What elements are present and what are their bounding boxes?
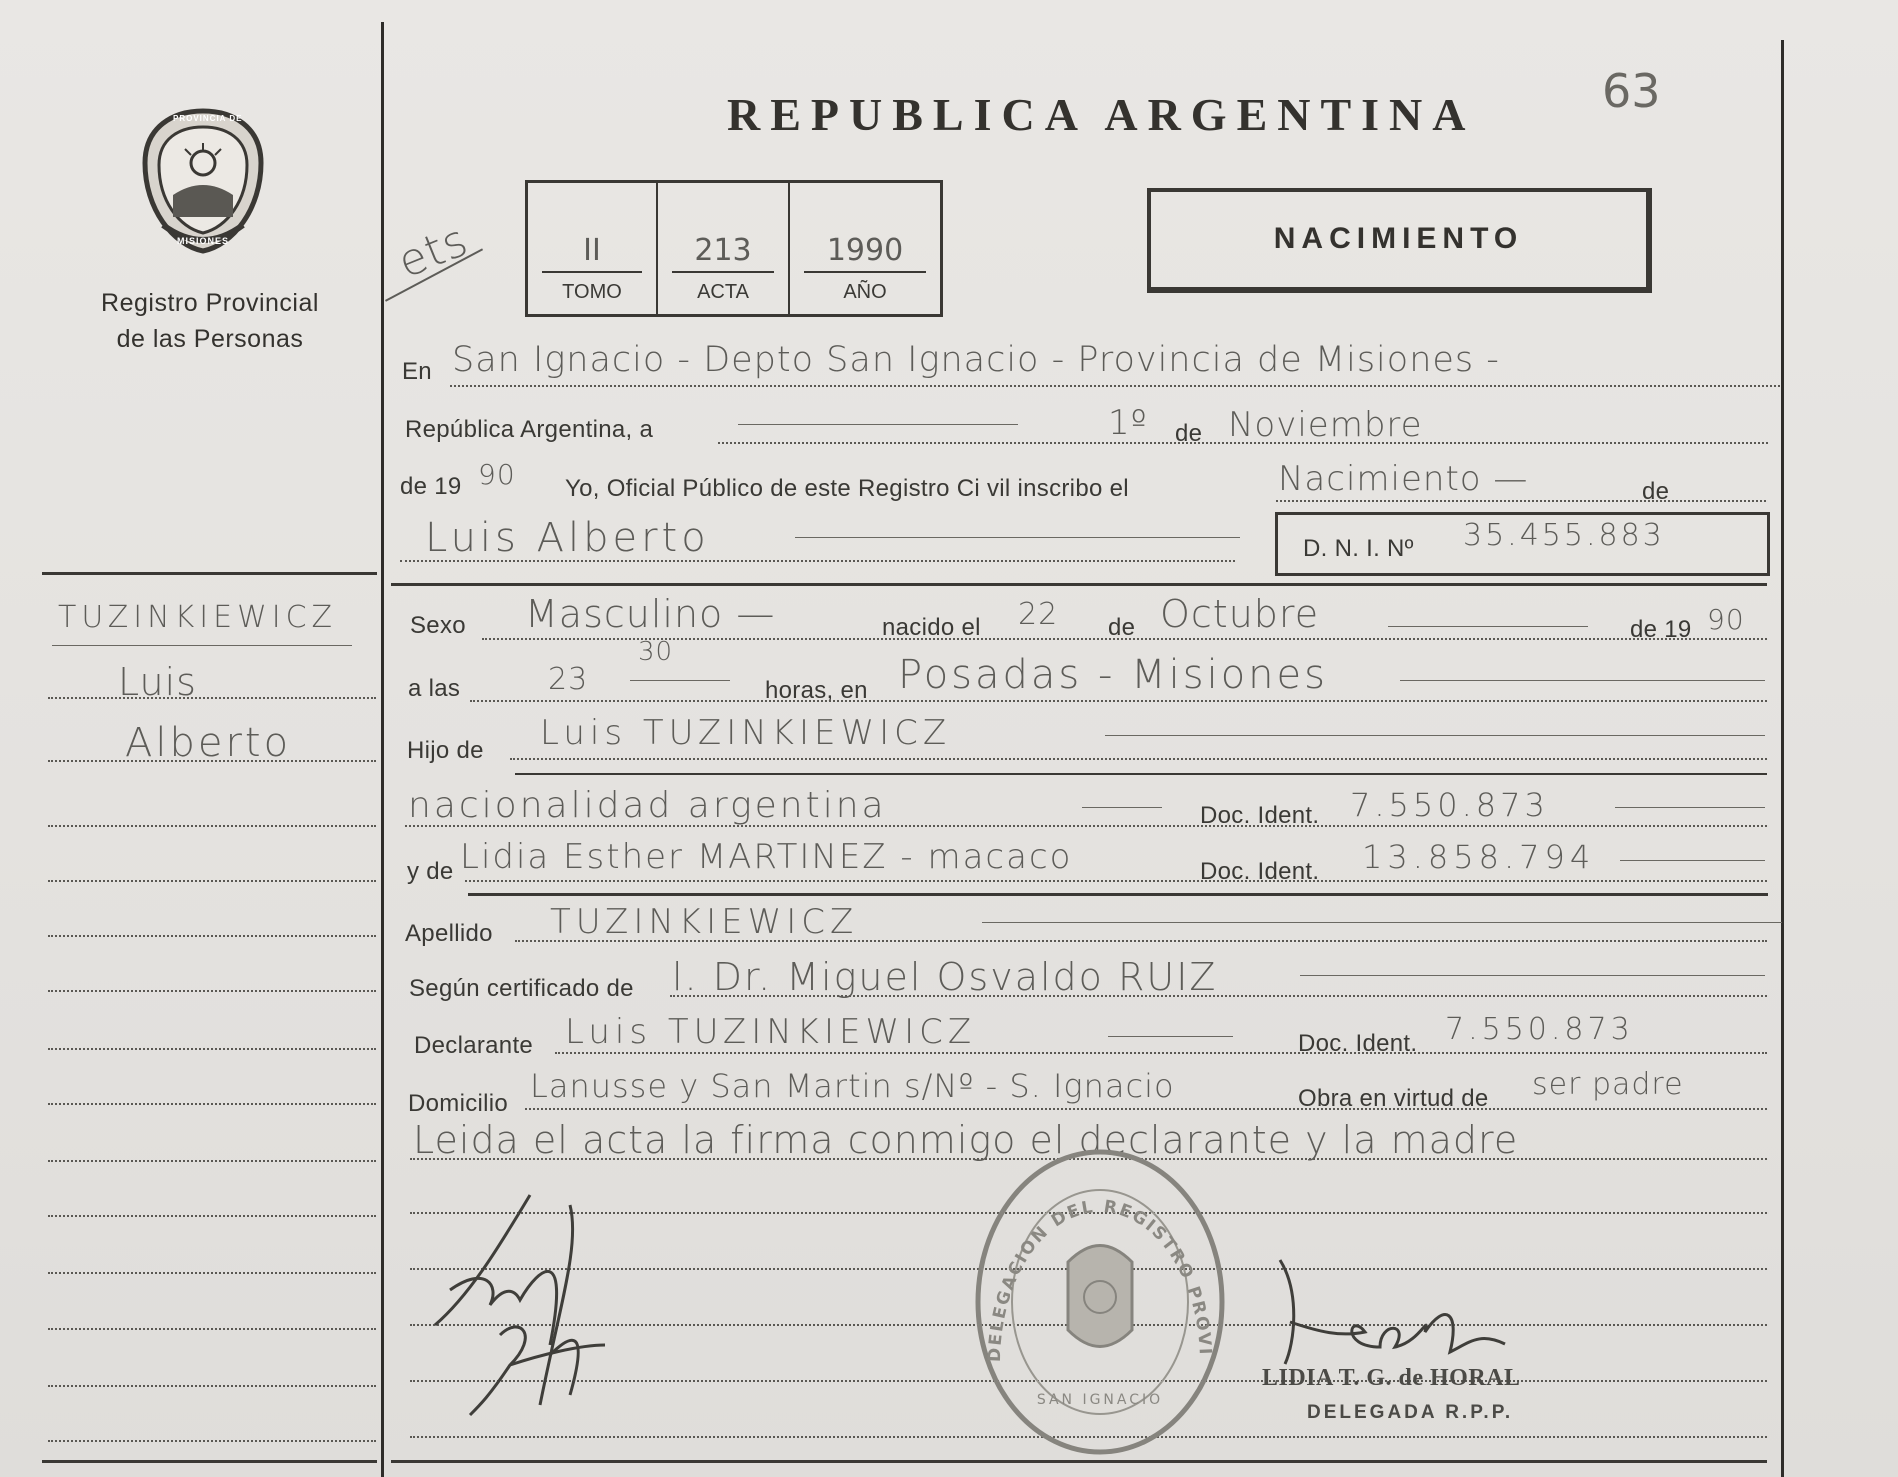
place-value: San Ignacio - Depto San Ignacio - Provincia de Misiones - bbox=[452, 340, 1500, 380]
horas-label: horas, en bbox=[765, 677, 868, 704]
day-value: 1º bbox=[1108, 403, 1148, 443]
obra-label: Obra en virtud de bbox=[1298, 1085, 1489, 1112]
birth-month-value: Octubre bbox=[1160, 592, 1320, 636]
de-label-2: de bbox=[1642, 478, 1670, 505]
official-stamp bbox=[970, 1112, 1230, 1460]
dni-value: 35.455.883 bbox=[1463, 518, 1665, 553]
official-role: DELEGADA R.P.P. bbox=[1307, 1402, 1514, 1423]
anio-value: 1990 bbox=[826, 233, 904, 268]
seal-text-top: PROVINCIA DE bbox=[173, 114, 243, 123]
domicilio-label: Domicilio bbox=[408, 1090, 509, 1117]
folio-number: 63 bbox=[1602, 64, 1661, 118]
official-name: LIDIA T. G. de HORAL bbox=[1262, 1365, 1521, 1391]
father-value: Luis TUZINKIEWICZ bbox=[540, 713, 952, 753]
anio-label: AÑO bbox=[843, 281, 887, 303]
stamp-text: DELEGACION DEL REGISTRO PROVI bbox=[984, 1196, 1215, 1363]
mother-value: Lidia Esther MARTINEZ - macaco bbox=[460, 837, 1073, 877]
birth-place-value: Posadas - Misiones bbox=[898, 652, 1328, 698]
sexo-value: Masculino — bbox=[525, 592, 776, 636]
doc-ident-label: Doc. Ident. bbox=[1200, 802, 1320, 829]
birth-year-prefix: de 19 bbox=[1630, 616, 1692, 643]
official-signature bbox=[1270, 1252, 1550, 1372]
sexo-label: Sexo bbox=[410, 612, 466, 639]
declarante-label: Declarante bbox=[414, 1032, 534, 1059]
dni-label: D. N. I. Nº bbox=[1303, 535, 1414, 562]
certificado-value: l. Dr. Miguel Osvaldo RUIZ bbox=[672, 955, 1218, 999]
a-las-label: a las bbox=[408, 675, 461, 702]
right-margin-rule bbox=[1781, 40, 1784, 1477]
father-doc-value: 7.550.873 bbox=[1350, 786, 1549, 824]
tomo-value: II bbox=[583, 233, 601, 268]
event-value: Nacimiento — bbox=[1278, 459, 1529, 499]
mother-doc-value: 13.858.794 bbox=[1362, 838, 1596, 876]
declarante-value: Luis TUZINKIEWICZ bbox=[565, 1012, 977, 1052]
year-suffix: 90 bbox=[478, 458, 516, 491]
hijo-label: Hijo de bbox=[407, 737, 484, 764]
tomo-label: TOMO bbox=[562, 281, 622, 303]
margin-note: ets bbox=[391, 214, 476, 289]
child-name-value: Luis Alberto bbox=[425, 515, 710, 561]
stamp-city: SAN IGNACIO bbox=[1036, 1392, 1164, 1408]
registry-line-1: Registro Provincial bbox=[101, 289, 319, 317]
sidebar-given-2: Alberto bbox=[125, 720, 292, 766]
leida-line: Leida el acta la firma conmigo el declarante y la madre bbox=[413, 1118, 1519, 1162]
bottom-rule bbox=[391, 1460, 1767, 1463]
domicilio-value: Lanusse y San Martin s/Nº - S. Ignacio bbox=[530, 1067, 1175, 1105]
birth-year-suffix: 90 bbox=[1707, 603, 1745, 636]
apellido-label: Apellido bbox=[405, 920, 493, 947]
republica-label: República Argentina, a bbox=[405, 416, 654, 443]
acta-label: ACTA bbox=[697, 281, 749, 303]
year-prefix: de 19 bbox=[400, 473, 462, 500]
sidebar-surname: TUZINKIEWICZ bbox=[58, 600, 338, 635]
certificado-label: Según certificado de bbox=[409, 975, 634, 1002]
declarant-signature bbox=[430, 1185, 670, 1425]
registry-line-2: de las Personas bbox=[116, 325, 304, 353]
apellido-value: TUZINKIEWICZ bbox=[550, 902, 859, 942]
y-de-label: y de bbox=[407, 858, 454, 885]
doc-ident-label-3: Doc. Ident. bbox=[1298, 1030, 1418, 1057]
record-type-label: NACIMIENTO bbox=[1273, 222, 1524, 255]
sidebar-dots bbox=[48, 0, 378, 1477]
sidebar-given-1: Luis bbox=[118, 660, 197, 704]
oficial-text: Yo, Oficial Público de este Registro Ci vil inscribo el bbox=[565, 475, 1129, 502]
de-label: de bbox=[1175, 420, 1203, 447]
month-value: Noviembre bbox=[1228, 405, 1423, 445]
declarante-doc-value: 7.550.873 bbox=[1445, 1012, 1634, 1047]
country-title: REPUBLICA ARGENTINA bbox=[727, 89, 1476, 140]
minutes-value: 30 bbox=[638, 637, 674, 667]
doc-ident-label-2: Doc. Ident. bbox=[1200, 858, 1320, 885]
acta-value: 213 bbox=[694, 233, 752, 268]
birth-day-value: 22 bbox=[1018, 597, 1059, 632]
birth-de-label: de bbox=[1108, 614, 1136, 641]
hour-value: 23 bbox=[548, 662, 589, 697]
en-label: En bbox=[402, 358, 432, 385]
nacido-label: nacido el bbox=[882, 614, 981, 641]
sidebar-bottom-rule bbox=[42, 1460, 377, 1463]
left-margin-rule bbox=[381, 22, 384, 1477]
obra-value: ser padre bbox=[1532, 1067, 1684, 1102]
seal-text-bottom: MISIONES bbox=[177, 236, 230, 246]
father-nationality-value: nacionalidad argentina bbox=[408, 785, 887, 826]
